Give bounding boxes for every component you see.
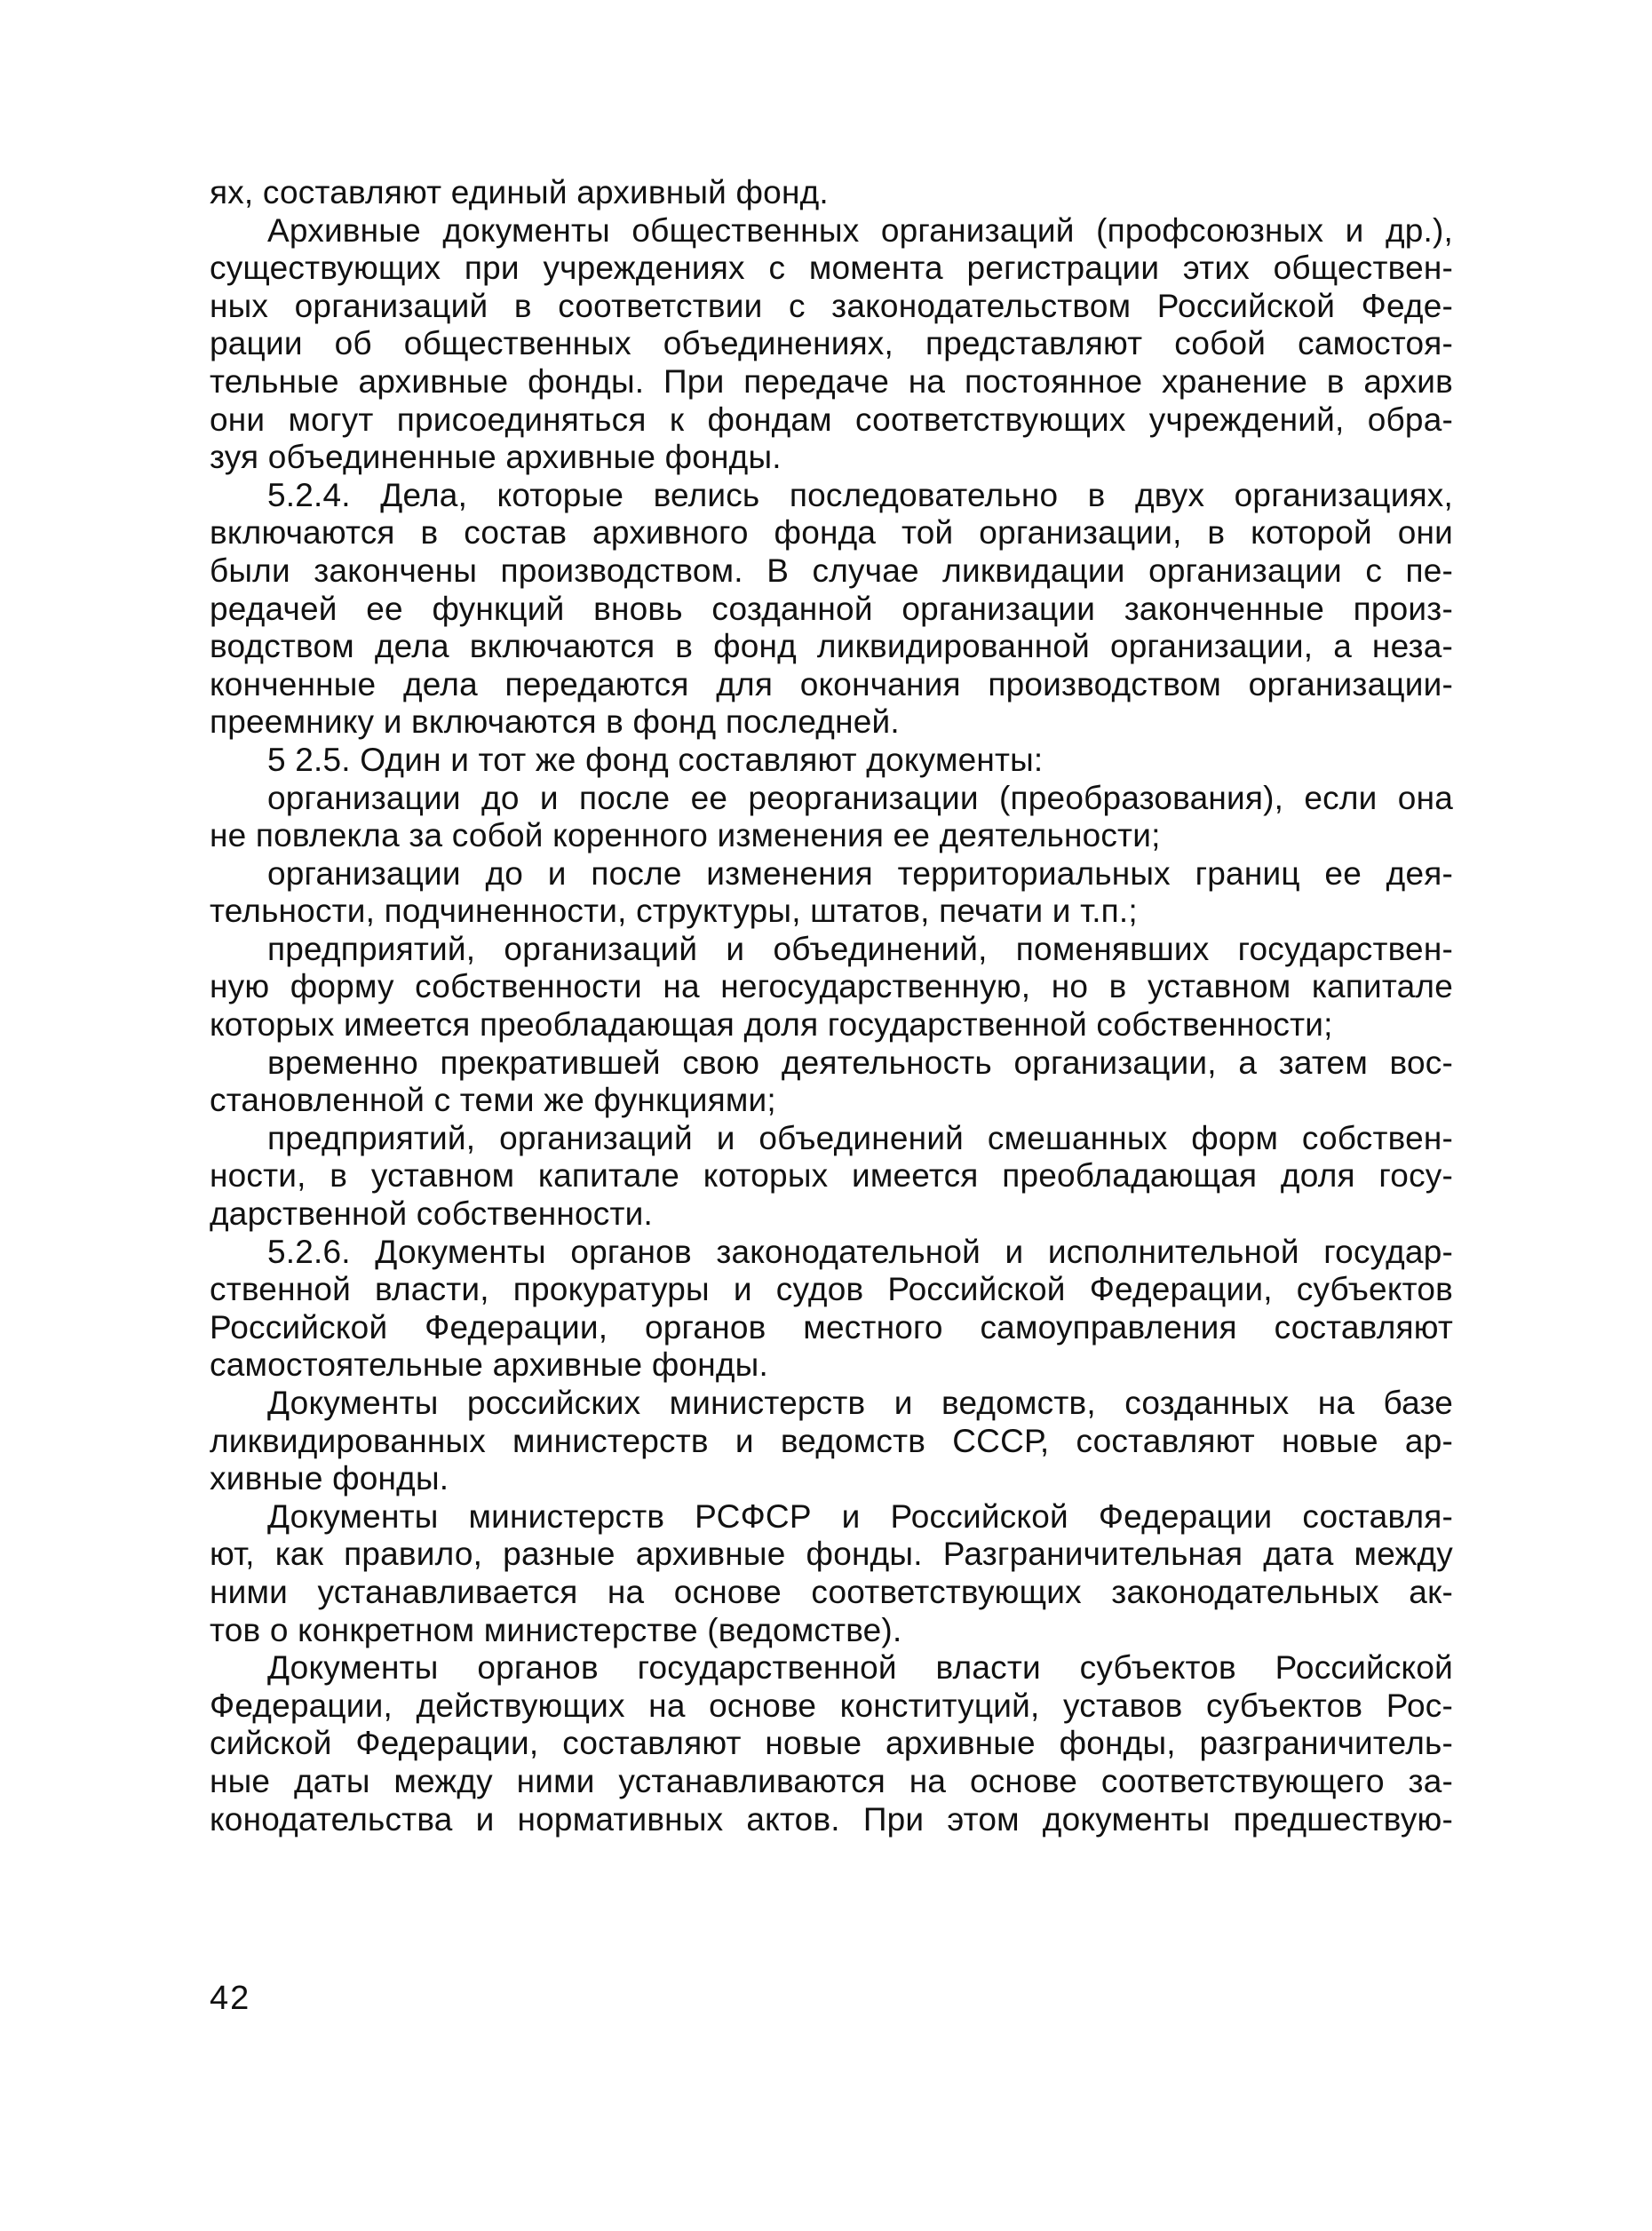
text-line: сийской Федерации, составляют новые архивные фонды, разграничитель-	[210, 1725, 1453, 1762]
text-line: Документы российских министерств и ведомств, созданных на базе	[267, 1385, 1453, 1421]
text-line: самостоятельные архивные фонды.	[210, 1346, 768, 1384]
text-line: ях, составляют единый архивный фонд.	[210, 174, 829, 210]
text-line: они могут присоединяться к фондам соответствующих учреждений, обра-	[210, 401, 1453, 438]
text-line: ют, как правило, разные архивные фонды. Разграничительная дата между	[210, 1536, 1453, 1573]
text-line: тельности, подчиненности, структуры, штатов, печати и т.п.;	[210, 893, 1138, 930]
text-line: водством дела включаются в фонд ликвидированной организации, а неза-	[210, 628, 1453, 665]
text-line: ных организаций в соответствии с законодательством Российской Феде-	[210, 287, 1453, 324]
text-line: которых имеется преобладающая доля государственной собственности;	[210, 1006, 1333, 1044]
text-line: включаются в состав архивного фонда той организации, в которой они	[210, 514, 1453, 552]
text-line: ственной власти, прокуратуры и судов Российской Федерации, субъектов	[210, 1271, 1453, 1308]
text-line: 5 2.5. Один и тот же фонд составляют документы:	[267, 741, 1044, 778]
text-line: Федерации, действующих на основе конституций, уставов субъектов Рос-	[210, 1687, 1453, 1724]
text-line: конченные дела передаются для окончания производством организации-	[210, 665, 1453, 703]
text-line: временно прекратившей свою деятельность организации, а затем вос-	[267, 1044, 1453, 1081]
text-line: существующих при учреждениях с момента регистрации этих обществен-	[210, 250, 1453, 287]
text-line: организации до и после ее реорганизации (преобразования), если она	[267, 779, 1453, 816]
body-text	[210, 174, 1453, 1838]
text-line: организации до и после изменения территориальных границ ее дея-	[267, 854, 1453, 892]
text-line: тов о конкретном министерстве (ведомстве).	[210, 1611, 902, 1648]
text-line: Документы органов государственной власти субъектов Российской	[267, 1649, 1453, 1687]
text-line: дарственной собственности.	[210, 1195, 653, 1233]
text-line: рации об общественных объединениях, представляют собой самостоя-	[210, 325, 1453, 362]
text-line: конодательства и нормативных актов. При этом документы предшествую-	[210, 1800, 1453, 1838]
text-line: 5.2.6. Документы органов законодательной и исполнительной государ-	[267, 1233, 1453, 1270]
text-line: ними устанавливается на основе соответствующих законодательных ак-	[210, 1573, 1453, 1610]
page-number: 42	[210, 1980, 251, 2017]
text-line: становленной с теми же функциями;	[210, 1082, 776, 1119]
text-line: Документы министерств РСФСР и Российской Федерации составля-	[267, 1497, 1453, 1535]
text-line: Архивные документы общественных организаций (профсоюзных и др.),	[267, 211, 1453, 249]
text-line: предприятий, организаций и объединений смешанных форм собствен-	[267, 1119, 1453, 1156]
text-line: ликвидированных министерств и ведомств СССР, составляют новые ар-	[210, 1422, 1453, 1459]
text-line: ные даты между ними устанавливаются на основе соответствующего за-	[210, 1762, 1453, 1799]
text-line: зуя объединенные архивные фонды.	[210, 439, 782, 476]
text-line: преемнику и включаются в фонд последней.	[210, 703, 900, 741]
text-line: предприятий, организаций и объединений, поменявших государствен-	[267, 930, 1453, 967]
text-line: ности, в уставном капитале которых имеется преобладающая доля госу-	[210, 1157, 1453, 1195]
text-line: Российской Федерации, органов местного самоуправления составляют	[210, 1308, 1453, 1346]
text-line: были закончены производством. В случае ликвидации организации с пе-	[210, 552, 1453, 589]
text-line: 5.2.4. Дела, которые велись последовательно в двух организациях,	[267, 476, 1453, 513]
text-line: тельные архивные фонды. При передаче на постоянное хранение в архив	[210, 362, 1453, 400]
text-line: не повлекла за собой коренного изменения ее деятельности;	[210, 817, 1161, 854]
text-line: ную форму собственности на негосударственную, но в уставном капитале	[210, 968, 1453, 1005]
text-line: редачей ее функций вновь созданной организации законченные произ-	[210, 590, 1453, 627]
text-line: хивные фонды.	[210, 1460, 449, 1497]
